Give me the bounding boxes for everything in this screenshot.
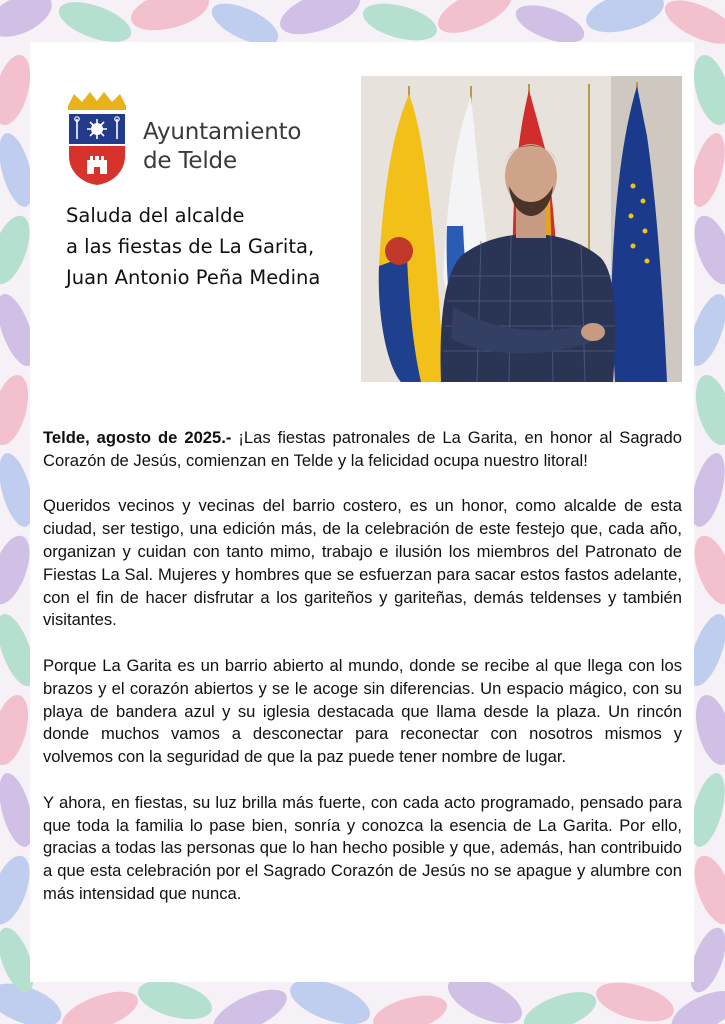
letter-paragraph-2: Queridos vecinos y vecinas del barrio costero, es un honor, como alcalde de esta ciudad, ser testigo, una edición más, de la celebración de este festejo que, cada año, organizan y cuidan con tanto mimo, trabajo e ilusión los miembros del Patronato de Fiestas La Sal. Mujeres y hombres que se esfuerzan para sacar estos fastos adelante, con el fin de hacer disfrutar a los gariteños y gariteñas, demás teldenses y también visitantes. [43, 496, 682, 630]
greeting-line2: a las fiestas de La Garita, [66, 235, 315, 258]
telde-coat-of-arms-icon [66, 90, 128, 186]
organization-name-line1: Ayuntamiento [143, 119, 302, 145]
letter-dateline: Telde, agosto de 2025.- [43, 428, 232, 447]
mayor-portrait-photo [361, 76, 682, 382]
greeting-line3: Juan Antonio Peña Medina [66, 266, 321, 289]
organization-name-line2: de Telde [143, 148, 237, 174]
greeting-line1: Saluda del alcalde [66, 204, 245, 227]
organization-name [143, 118, 301, 176]
letter-paragraph-1-text: ¡Las fiestas patronales de La Garita, en honor al Sagrado Corazón de Jesús, comienzan en Telde y la felicidad ocupa nuestro litoral! [43, 428, 682, 470]
letter-paragraph-1 [43, 427, 682, 473]
greeting-title [66, 200, 320, 293]
letter-body [43, 427, 682, 929]
letter-paragraph-3: Porque La Garita es un barrio abierto al mundo, donde se recibe al que llega con los brazos y el corazón abiertos y se le acoge sin diferencias. Un espacio mágico, con su playa de bandera azul y su iglesia destacada que llama desde la plaza. Un rincón donde muchos vamos a desconectar para reconectar con nosotros mismos y volvemos con la seguridad de que la paz puede tener nombre de lugar. [43, 655, 682, 767]
letter-paragraph-4: Y ahora, en fiestas, su luz brilla más fuerte, con cada acto programado, pensado para que toda la familia lo pase bien, sonría y conozca la esencia de La Garita. Por ello, gracias a todas las personas que lo han hecho posible y que, además, han contribuido a que esta celebración por el Sagrado Corazón de Jesús no se apague y alumbre con más intensidad que nunca. [43, 792, 682, 903]
